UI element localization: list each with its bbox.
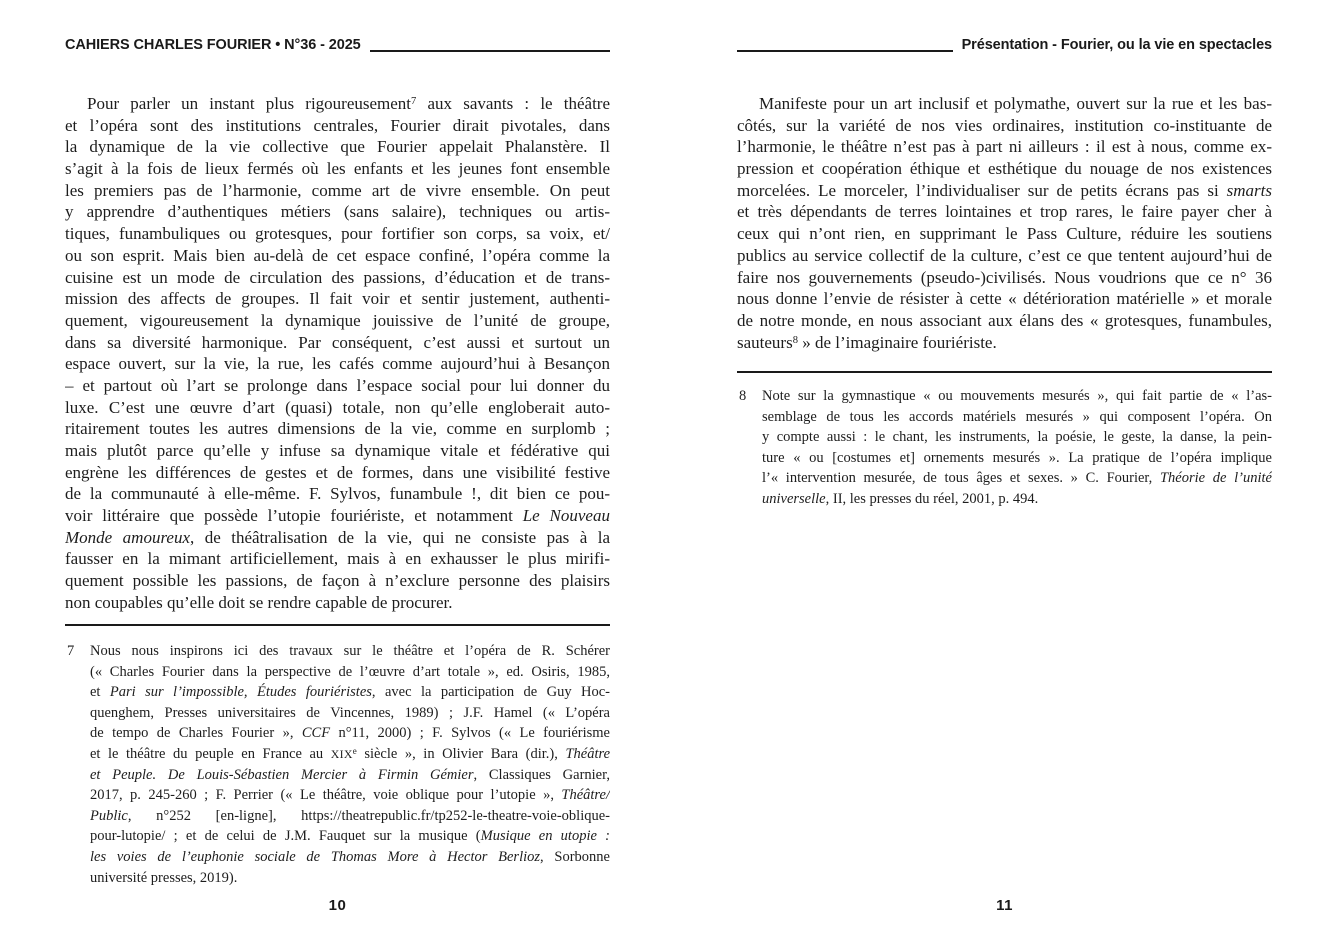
text-segment: faire nos gouvernements (pseudo-)civilisés. Nous voudrions que ce n° 36	[737, 267, 1272, 287]
text-segment: et Peuple. De Louis-Sébastien Mercier à Firmin Gémier	[90, 766, 474, 783]
text-segment: sauteurs	[737, 332, 793, 352]
text-line	[90, 868, 610, 889]
chapter-title: Présentation - Fourier, ou la vie en spectacles	[961, 37, 1272, 53]
text-segment: (« Charles Fourier dans la perspective de l’œuvre d’art totale », ed. Osiris, 1985,	[90, 663, 610, 680]
text-line	[737, 245, 1272, 267]
text-segment: publics au service collectif de la culture, c’est ce que tentent aujourd’hui de	[737, 245, 1272, 265]
text-segment: e	[352, 745, 357, 756]
text-segment: n°11, 2000) ; F. Sylvos (« Le fouriérisme	[330, 725, 610, 742]
footnote-number-7: 7	[67, 643, 75, 659]
text-line	[65, 267, 610, 289]
text-line	[65, 201, 610, 223]
text-line	[65, 592, 610, 614]
text-segment: non coupables qu’elle doit se rendre capable de procurer.	[65, 592, 453, 612]
text-line	[65, 462, 610, 484]
text-line	[90, 641, 610, 662]
text-line	[737, 223, 1272, 245]
text-line	[90, 806, 610, 827]
page-number-left: 10	[328, 897, 347, 914]
body-text-left	[65, 93, 610, 614]
page-right	[737, 0, 1272, 949]
text-segment: Nous nous inspirons ici des travaux sur le théâtre et l’opéra de R. Schérer	[90, 643, 610, 659]
page-number-right: 11	[996, 897, 1013, 914]
text-segment: semblage de tous les accords matériels mesurés » qui composent l’opéra. On	[762, 408, 1272, 425]
text-line	[737, 332, 1272, 354]
footnote-text-8	[762, 386, 1272, 510]
text-segment: côtés, sur la variété de nos vies ordinaires, institution co-instituante de	[737, 115, 1272, 135]
text-segment: XIX	[330, 746, 353, 761]
text-line	[90, 765, 610, 786]
text-line	[90, 847, 610, 868]
text-segment: siècle », in Olivier Bara (dir.),	[356, 745, 566, 762]
footnote-separator-left	[65, 624, 610, 626]
text-segment: ceux qui n’ont rien, en supprimant le Pass Culture, réduire les soutiens	[737, 224, 1272, 244]
text-line	[65, 375, 610, 397]
text-line	[737, 115, 1272, 137]
text-segment: morcelées. Le morceler, l’individualiser sur de petits écrans pas si	[737, 180, 1227, 200]
footnote-number-8: 8	[739, 388, 747, 404]
text-segment: Théorie de l’unité	[1159, 470, 1272, 487]
text-segment: smarts	[1226, 180, 1272, 200]
text-segment: de la communauté à elle-même. F. Sylvos, funambule !, dit bien ce pou-	[65, 484, 610, 504]
text-line	[90, 662, 610, 683]
text-segment: université presses, 2019).	[90, 869, 238, 886]
text-segment: , Sorbonne	[540, 848, 610, 865]
text-segment: de notre monde, en nous associant aux élans des « grotesques, funambules,	[737, 310, 1272, 330]
text-segment: pression et coopération éthique et esthétique du nouage de nos existences	[737, 159, 1272, 179]
text-line	[762, 468, 1272, 489]
text-line	[65, 223, 610, 245]
text-line	[90, 744, 610, 765]
text-segment: , Classiques Garnier,	[473, 766, 610, 783]
text-segment: , II, les presses du réel, 2001, p. 494.	[825, 490, 1039, 507]
text-segment: et le théâtre du peuple en France au	[90, 745, 331, 762]
text-segment: fausser en la mimant artificiellement, mais à en exhausser le plus mirifi-	[65, 549, 610, 569]
footnote-8	[737, 386, 1272, 510]
text-segment: et	[90, 684, 110, 701]
text-line	[762, 448, 1272, 469]
text-line	[65, 93, 610, 115]
text-segment: ritairement toutes les autres dimensions de la vie, comme en surplomb ;	[65, 419, 610, 439]
text-segment: nous donne l’envie de résister à cette « détérioration matérielle » et morale	[737, 289, 1272, 309]
running-head-left	[65, 37, 610, 54]
text-segment: mais plutôt parce qu’elle y infuse sa dynamique vitale et fédérative qui	[65, 441, 610, 460]
text-segment: 7	[411, 96, 417, 108]
text-line	[65, 288, 610, 310]
text-segment: 2017, p. 245-260 ; F. Perrier (« Le théâtre, voie oblique pour l’utopie »,	[90, 787, 562, 804]
text-segment: pour-lutopie/ ; et de celui de J.M. Fauquet sur la musique (	[90, 828, 481, 845]
text-segment: l’« intervention mesurée, de tous âges et sexes. » C. Fourier,	[762, 470, 1160, 487]
journal-title: CAHIERS CHARLES FOURIER • N°36 - 2025	[65, 37, 361, 53]
text-line	[737, 180, 1272, 202]
text-segment: Musique en utopie :	[480, 828, 610, 845]
text-segment: 8	[792, 334, 798, 346]
footnote-7	[65, 641, 610, 888]
text-segment: Théâtre	[565, 745, 610, 762]
text-line	[65, 115, 610, 137]
text-segment: , de théâtralisation de la vie, qui ne consiste pas à la	[190, 527, 610, 547]
text-line	[737, 267, 1272, 289]
text-line	[65, 353, 610, 375]
text-segment: luxe. C’est une œuvre d’art (quasi) totale, non qu’elle engloberait auto-	[65, 397, 610, 417]
text-segment: CCF	[301, 725, 331, 742]
text-segment: ou son esprit. Mais bien au-delà de cet espace confiné, l’opéra comme la	[65, 245, 610, 265]
text-line	[65, 570, 610, 592]
page-left	[65, 0, 610, 949]
text-segment: Monde amoureux	[65, 527, 191, 547]
text-line	[65, 310, 610, 332]
text-segment: quement, vigoureusement la dynamique jouissive de l’unité de groupe,	[65, 310, 610, 330]
text-segment: les premiers pas de l’harmonie, comme art de vivre ensemble. On peut	[65, 180, 610, 200]
text-segment: cuisine est un mode de circulation des passions, d’éducation et de trans-	[65, 267, 610, 287]
text-line	[65, 397, 610, 419]
text-segment: voir littéraire que possède l’utopie fouriériste, et notamment	[65, 506, 523, 526]
text-segment: ture « ou [costumes et] ornements mesurés ». La pratique de l’opéra implique	[762, 449, 1272, 466]
text-line	[737, 158, 1272, 180]
text-segment: y compte aussi : le chant, les instruments, la poésie, le geste, la danse, la pein-	[762, 429, 1272, 446]
text-segment: les voies de l’euphonie sociale de Thomas More à Hector Berlioz	[90, 848, 541, 865]
running-head-right	[737, 37, 1272, 54]
text-line	[737, 136, 1272, 158]
text-segment: y apprendre d’authentiques métiers (sans salaire), techniques ou artis-	[65, 202, 610, 222]
text-line	[90, 723, 610, 744]
text-segment: , n°252 [en-ligne], https://theatrepublic.fr/tp252-le-theatre-voie-oblique-	[127, 807, 610, 824]
text-segment: l’harmonie, le théâtre n’est pas à part ni ailleurs : il est à nous, comme ex-	[737, 137, 1272, 157]
text-line	[90, 785, 610, 806]
text-segment: la dynamique de la vie collective que Fourier appelait Phalanstère. Il	[65, 137, 610, 157]
text-line	[762, 407, 1272, 428]
text-segment: quenghem, Presses universitaires de Vincennes, 1989) ; J.F. Hamel (« L’opéra	[90, 704, 610, 721]
text-line	[65, 440, 610, 462]
text-line	[737, 201, 1272, 223]
text-line	[65, 527, 610, 549]
text-line	[737, 288, 1272, 310]
text-line	[90, 703, 610, 724]
text-line	[65, 136, 610, 158]
text-segment: Pour parler un instant plus rigoureusement	[87, 94, 412, 113]
text-line	[65, 332, 610, 354]
text-line	[90, 682, 610, 703]
text-line	[762, 386, 1272, 407]
text-line	[65, 505, 610, 527]
text-segment: tiques, funambuliques ou grotesques, pour fortifier son corps, sa voix, et/	[65, 224, 610, 244]
text-segment: dans sa diversité harmonique. Par conséquent, c’est aussi et surtout un	[65, 332, 610, 352]
text-segment: » de l’imaginaire fouriériste.	[797, 332, 997, 352]
header-rule-left	[370, 50, 610, 52]
body-text-right	[737, 93, 1272, 353]
text-segment: espace ouvert, sur la vie, la rue, les cafés comme aujourd’hui à Besançon	[65, 354, 610, 374]
text-segment: , avec la participation de Guy Hoc-	[371, 684, 610, 701]
text-segment: – et partout où l’art se prolonge dans l’espace social pour lui donner du	[65, 375, 610, 395]
header-rule-right	[737, 50, 953, 52]
text-segment: Pari sur l’impossible, Études fouriéristes	[109, 684, 372, 701]
text-line	[90, 826, 610, 847]
text-line	[762, 427, 1272, 448]
text-line	[65, 245, 610, 267]
text-line	[737, 93, 1272, 115]
text-segment: et très dépendants de terres lointaines et trop rares, le faire payer cher à	[737, 202, 1272, 222]
text-segment: s’agit à la fois de lieux fermés où les enfants et les jeunes font ensemble	[65, 159, 610, 179]
text-line	[737, 310, 1272, 332]
text-segment: Manifeste pour un art inclusif et polymathe, ouvert sur la rue et les bas-	[759, 94, 1272, 113]
text-segment: Le Nouveau	[522, 506, 610, 526]
text-segment: Théâtre/	[561, 787, 610, 804]
text-line	[762, 489, 1272, 510]
text-segment: de tempo de Charles Fourier »,	[90, 725, 302, 742]
text-segment: Note sur la gymnastique « ou mouvements mesurés », qui fait partie de « l’as-	[762, 388, 1272, 404]
footnote-text-7	[90, 641, 610, 888]
text-segment: et l’opéra sont des institutions centrales, Fourier dirait pivotales, dans	[65, 115, 610, 135]
text-line	[65, 418, 610, 440]
text-line	[65, 483, 610, 505]
text-segment: universelle	[762, 490, 826, 507]
text-segment: aux savants : le théâtre	[416, 94, 610, 113]
text-line	[65, 158, 610, 180]
text-segment: engrène les différences de gestes et de formes, dans une visibilité festive	[65, 462, 610, 482]
text-line	[65, 548, 610, 570]
text-segment: quement possible les passions, de façon à n’exclure personne des plaisirs	[65, 571, 610, 591]
text-line	[65, 180, 610, 202]
text-segment: Public	[90, 807, 128, 824]
footnote-separator-right	[737, 371, 1272, 373]
text-segment: mission des affects de groupes. Il fait voir et sentir justement, authenti-	[65, 289, 610, 309]
